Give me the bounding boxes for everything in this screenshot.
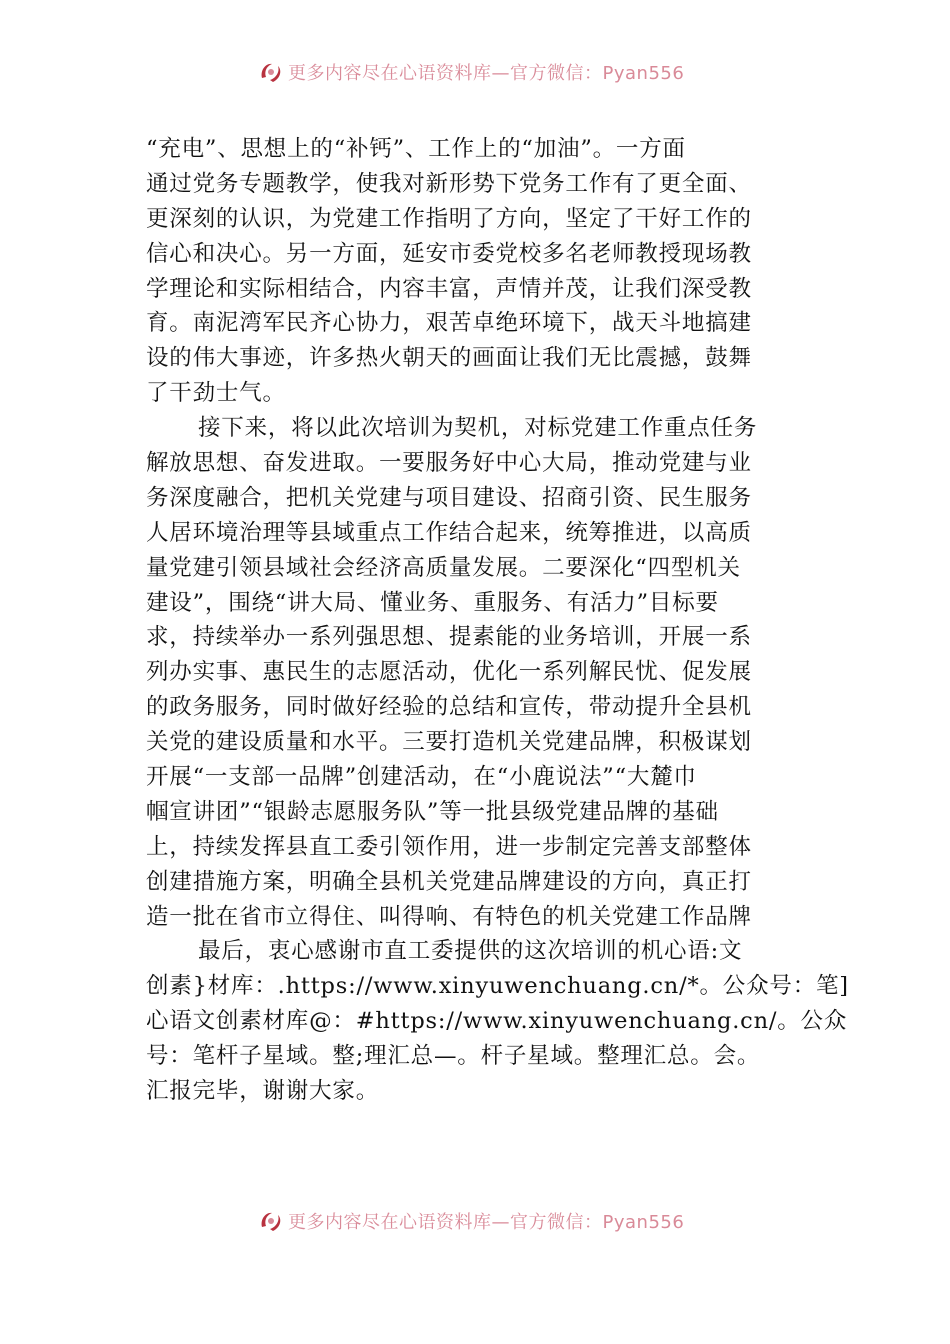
text-line: 了干劲士气。 <box>146 380 286 407</box>
text-line: 量党建引领县域社会经济高质量发展。二要深化“四型机关 <box>146 554 741 581</box>
document-body <box>146 132 849 1109</box>
text-line: 汇报完毕，谢谢大家。 <box>146 1078 380 1105</box>
text-line: 更深刻的认识，为党建工作指明了方向，坚定了干好工作的 <box>146 205 752 232</box>
paragraph-start-line: 最后，衷心感谢市直工委提供的这次培训的机心语:文 <box>198 938 743 965</box>
text-line: 创素}材库：.https://www.xinyuwenchuang.cn/*。公众号：笔] <box>146 973 849 1000</box>
text-line: 的政务服务，同时做好经验的总结和宣传，带动提升全县机 <box>146 694 752 721</box>
text-line: 列办实事、惠民生的志愿活动，优化一系列解民忧、促发展 <box>146 659 752 686</box>
text-line: 信心和决心。另一方面，延安市委党校多名老师教授现场教 <box>146 240 752 267</box>
text-line: 帼宣讲团”“银龄志愿服务队”等一批县级党建品牌的基础 <box>146 798 719 825</box>
text-line: 人居环境治理等县域重点工作结合起来，统筹推进，以高质 <box>146 519 752 546</box>
text-line: 务深度融合，把机关党建与项目建设、招商引资、民生服务 <box>146 484 752 511</box>
text-line: 学理论和实际相结合，内容丰富，声情并茂，让我们深受教 <box>146 275 752 302</box>
text-line: 造一批在省市立得住、叫得响、有特色的机关党建工作品牌 <box>146 903 752 930</box>
paragraph-start-line: 接下来，将以此次培训为契机，对标党建工作重点任务 <box>198 415 758 442</box>
text-line: 建设”，围绕“讲大局、懂业务、重服务、有活力”目标要 <box>146 589 719 616</box>
header-watermark-text: 更多内容尽在心语资料库—官方微信：Pyan556 <box>288 63 685 84</box>
text-line: 号：笔杆子星域。整;理汇总—。杆子星域。整理汇总。会。 <box>146 1043 761 1070</box>
text-line: 育。南泥湾军民齐心协力，艰苦卓绝环境下，战天斗地搞建 <box>146 310 752 337</box>
footer-watermark-text: 更多内容尽在心语资料库—官方微信：Pyan556 <box>288 1212 685 1233</box>
text-line: 求，持续举办一系列强思想、提素能的业务培训，开展一系 <box>146 624 752 651</box>
text-line: 开展“一支部一品牌”创建活动，在“小鹿说法”“大麓巾 <box>146 764 697 791</box>
text-line: 解放思想、奋发进取。一要服务好中心大局，推动党建与业 <box>146 450 752 477</box>
brand-logo-icon <box>258 1209 284 1233</box>
text-line: 设的伟大事迹，许多热火朝天的画面让我们无比震撼，鼓舞 <box>146 345 752 372</box>
text-line: “充电”、思想上的“补钙”、工作上的“加油”。一方面 <box>146 136 686 162</box>
text-line: 通过党务专题教学，使我对新形势下党务工作有了更全面、 <box>146 170 752 197</box>
header-watermark <box>258 58 684 86</box>
text-line: 心语文创素材库@：#https://www.xinyuwenchuang.cn/。公众 <box>146 1008 848 1035</box>
text-line: 关党的建设质量和水平。三要打造机关党建品牌，积极谋划 <box>146 729 752 756</box>
brand-logo-icon <box>258 60 284 84</box>
text-line: 创建措施方案，明确全县机关党建品牌建设的方向，真正打 <box>146 868 752 895</box>
footer-watermark <box>258 1207 684 1235</box>
text-line: 上，持续发挥县直工委引领作用，进一步制定完善支部整体 <box>146 833 752 860</box>
